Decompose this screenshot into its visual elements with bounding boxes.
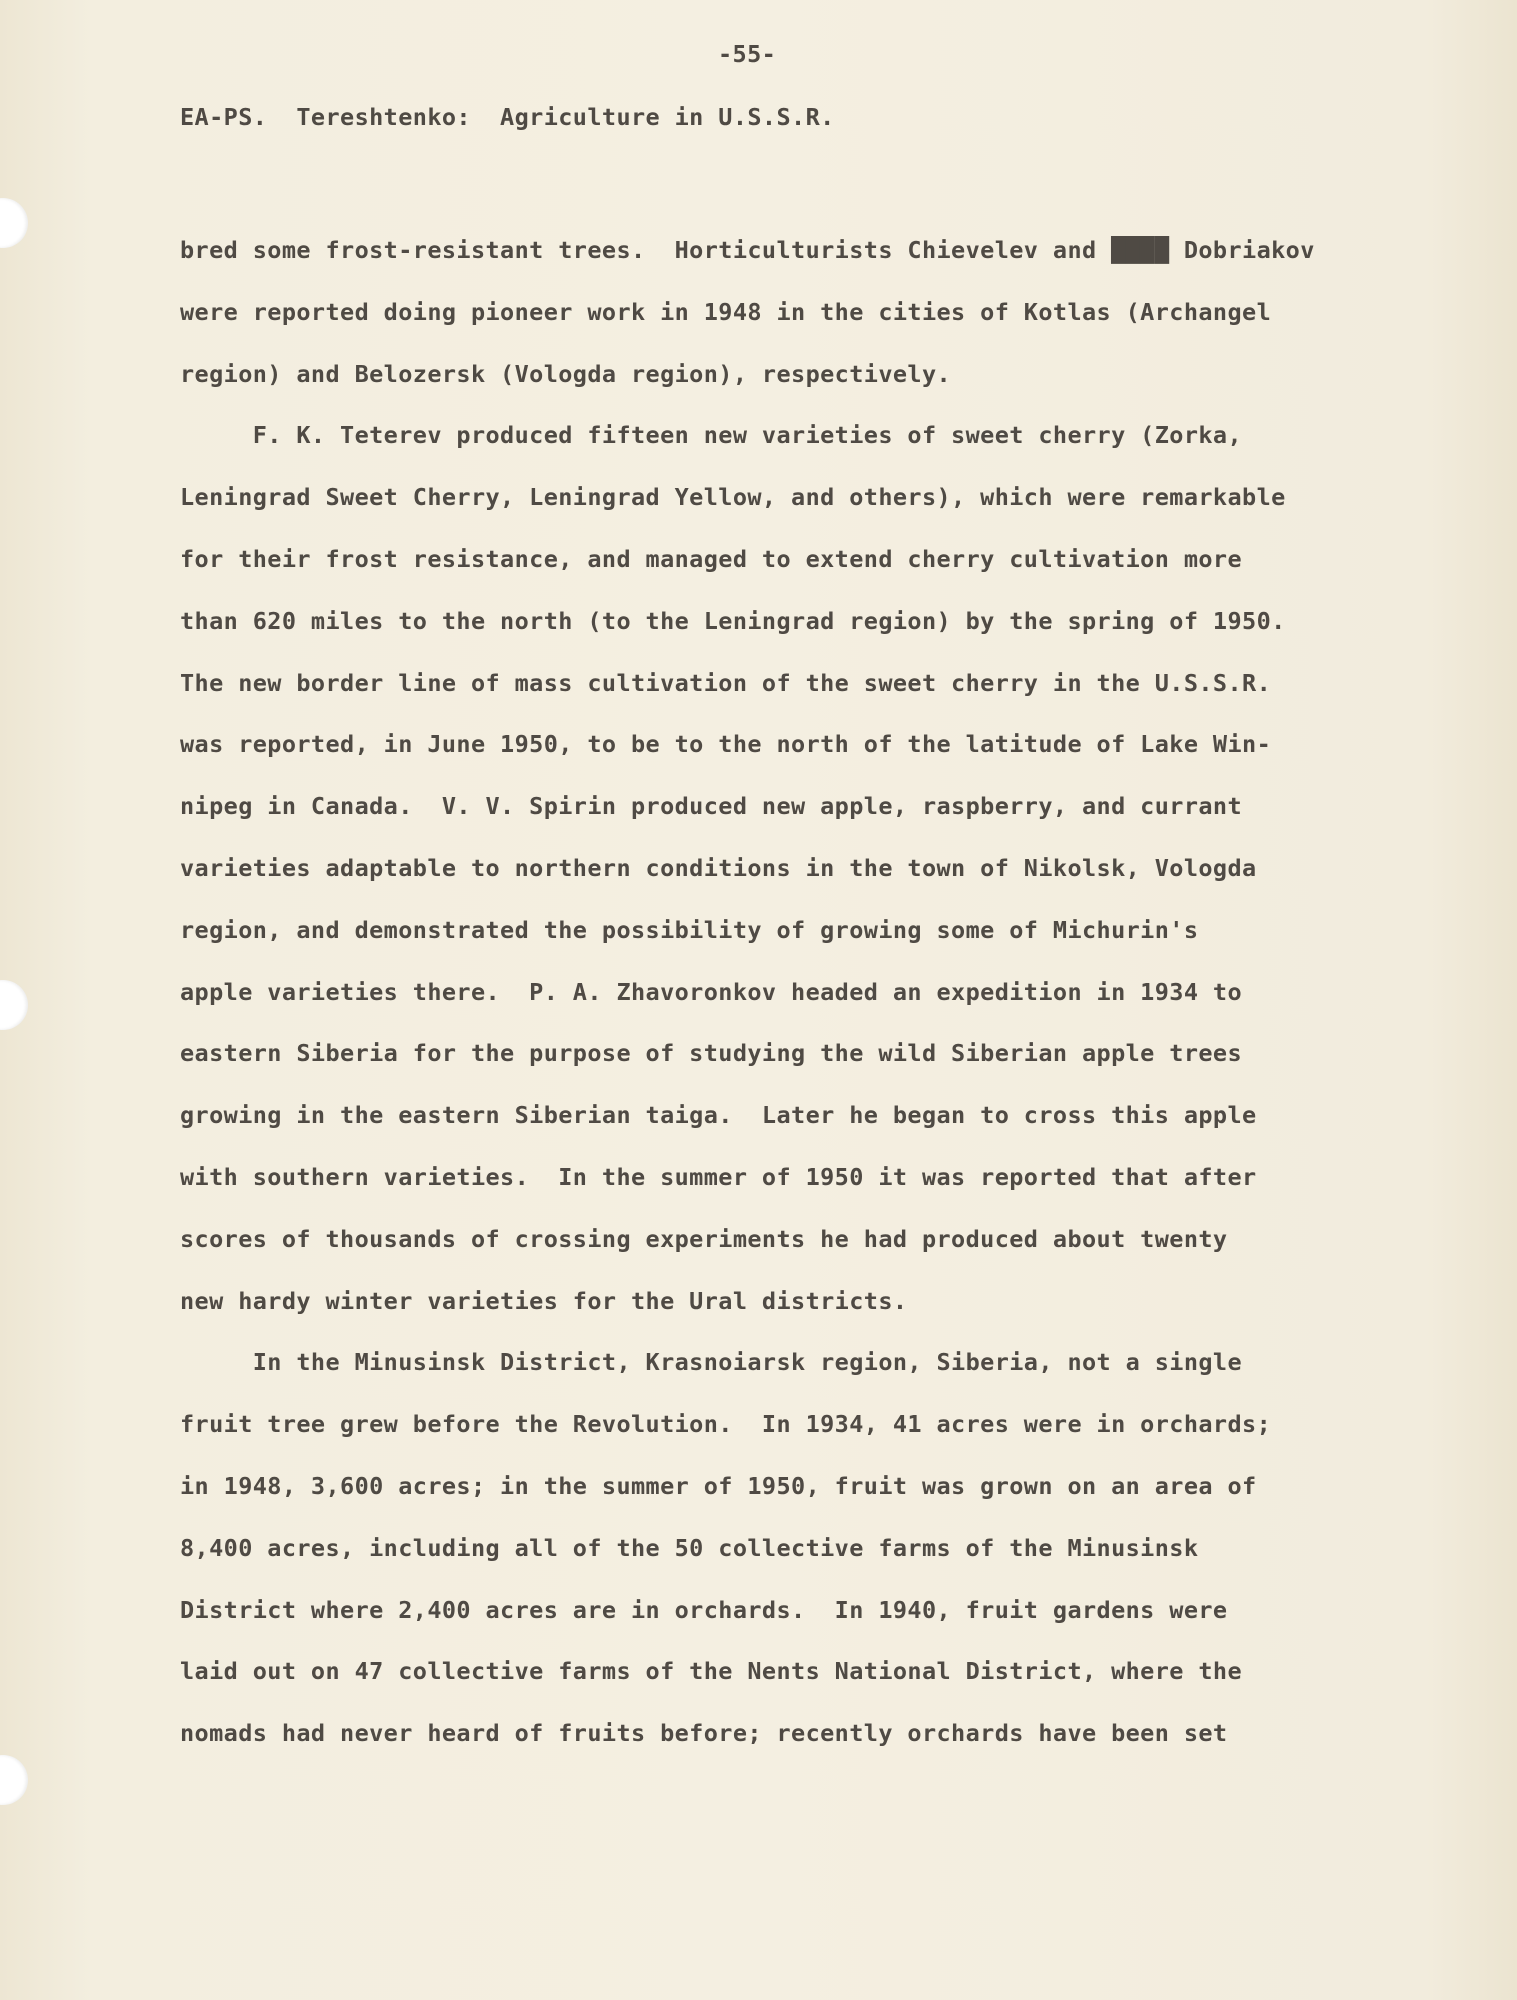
punch-hole: [0, 1755, 28, 1805]
text-line: bred some frost-resistant trees. Horticulturists Chievelev and ████ Dobriakov: [180, 236, 1315, 264]
text-line: apple varieties there. P. A. Zhavoronkov headed an expedition in 1934 to: [180, 977, 1243, 1006]
text-line: fruit tree grew before the Revolution. In 1934, 41 acres were in orchards;: [180, 1410, 1272, 1439]
text-line: than 620 miles to the north (to the Leningrad region) by the spring of 1950.: [180, 606, 1286, 635]
text-line: new hardy winter varieties for the Ural districts.: [180, 1286, 908, 1315]
text-line: was reported, in June 1950, to be to the north of the latitude of Lake Win-: [180, 730, 1272, 759]
text-line: eastern Siberia for the purpose of studying the wild Siberian apple trees: [180, 1039, 1243, 1068]
text-line: laid out on 47 collective farms of the Nents National District, where the: [180, 1657, 1243, 1686]
punch-hole: [0, 198, 28, 248]
text-line: The new border line of mass cultivation of the sweet cherry in the U.S.S.R.: [180, 668, 1272, 697]
running-header: EA-PS. Tereshtenko: Agriculture in U.S.S.R.: [180, 103, 835, 131]
page-number: -55-: [718, 40, 777, 68]
text-line: Leningrad Sweet Cherry, Leningrad Yellow, and others), which were remarkable: [180, 483, 1286, 512]
text-line: nipeg in Canada. V. V. Spirin produced new apple, raspberry, and currant: [180, 792, 1243, 821]
punch-hole: [0, 980, 28, 1030]
text-line: in 1948, 3,600 acres; in the summer of 1950, fruit was grown on an area of: [180, 1471, 1257, 1500]
text-line: with southern varieties. In the summer of 1950 it was reported that after: [180, 1162, 1257, 1191]
text-line: varieties adaptable to northern conditions in the town of Nikolsk, Vologda: [180, 853, 1257, 882]
text-line: growing in the eastern Siberian taiga. Later he began to cross this apple: [180, 1101, 1257, 1130]
body-text: [180, 220, 1315, 1765]
text-line: region, and demonstrated the possibility of growing some of Michurin's: [180, 915, 1199, 944]
text-line: In the Minusinsk District, Krasnoiarsk region, Siberia, not a single: [180, 1348, 1243, 1377]
text-line: region) and Belozersk (Vologda region), respectively.: [180, 359, 952, 388]
text-line: District where 2,400 acres are in orchards. In 1940, fruit gardens were: [180, 1595, 1228, 1624]
text-line: nomads had never heard of fruits before; recently orchards have been set: [180, 1719, 1228, 1748]
text-line: for their frost resistance, and managed to extend cherry cultivation more: [180, 544, 1243, 573]
text-line: were reported doing pioneer work in 1948 in the cities of Kotlas (Archangel: [180, 297, 1272, 326]
text-line: 8,400 acres, including all of the 50 collective farms of the Minusinsk: [180, 1533, 1199, 1562]
text-line: scores of thousands of crossing experiments he had produced about twenty: [180, 1224, 1228, 1253]
text-line: F. K. Teterev produced fifteen new varieties of sweet cherry (Zorka,: [180, 421, 1243, 450]
